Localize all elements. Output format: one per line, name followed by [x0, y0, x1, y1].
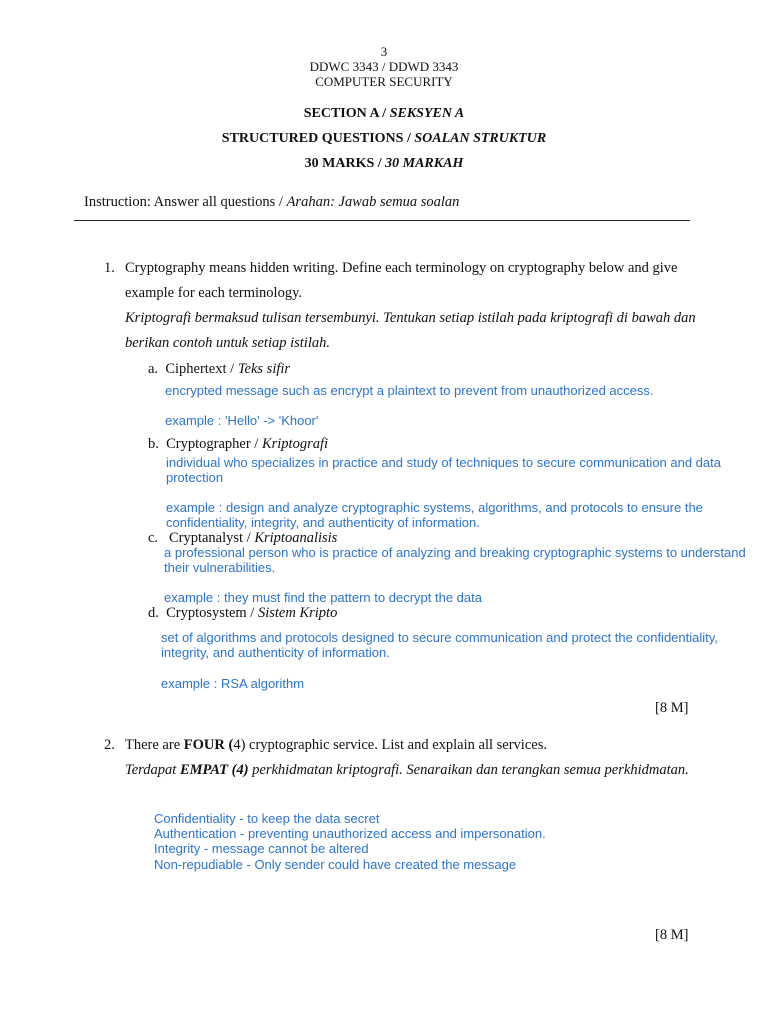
q2-answer-4: Non-repudiable - Only sender could have created the message — [154, 857, 517, 872]
q2-text-bold: FOUR ( — [183, 737, 234, 753]
question-type — [0, 131, 768, 147]
q1b-letter: b. — [148, 436, 159, 452]
q2-my-after: perkhidmatan kriptografi. Senaraikan dan terangkan semua perkhidmatan. — [248, 762, 689, 778]
q2-answer-1: Confidentiality - to keep the data secret — [154, 811, 380, 826]
q1a-term — [148, 361, 290, 378]
question-type-en: STRUCTURED QUESTIONS / — [221, 131, 415, 146]
q1-line1: Cryptography means hidden writing. Define each terminology on cryptography below and give — [125, 260, 678, 276]
divider — [74, 220, 690, 221]
q1a-letter: a. — [148, 361, 159, 377]
q1b-term-my: Kriptografi — [261, 436, 329, 452]
q1c-answer: a professional person who is practice of analyzing and breaking cryptographic systems to understand their vulnerabilities. — [164, 545, 746, 575]
q1-line2: example for each terminology. — [125, 285, 303, 301]
page-number: 3 — [380, 44, 388, 59]
q1c-letter: c. — [148, 530, 159, 546]
q1c-term-my: Kriptoanalisis — [254, 530, 338, 546]
q2-answer-3: Integrity - message cannot be altered — [154, 841, 369, 856]
q1a-term-en: Ciphertext / — [165, 361, 238, 377]
q2-number: 2. — [104, 737, 115, 753]
q1b-answer: individual who specializes in practice and study of techniques to secure communication and data protection — [166, 455, 721, 485]
q1d-answer: set of algorithms and protocols designed to secure communication and protect the confidentiality, integrity, and authenticity of information. — [161, 630, 718, 660]
q1b-example: example : design and analyze cryptographic systems, algorithms, and protocols to ensure the confidentiality, integrity, and authenticity of information. — [166, 500, 703, 530]
q1-my-line2: berikan contoh untuk setiap istilah. — [125, 335, 330, 351]
q1c-term-en: Cryptanalyst / — [168, 530, 255, 546]
q2-my-text — [125, 762, 689, 779]
q1d-term-en: Cryptosystem / — [166, 605, 258, 621]
section-marks-en: 30 MARKS / — [304, 156, 386, 171]
q2-my-before: Terdapat — [125, 762, 180, 778]
q1a-answer: encrypted message such as encrypt a plaintext to prevent from unauthorized access. — [165, 383, 654, 398]
course-name: COMPUTER SECURITY — [315, 74, 453, 89]
instruction-en: Instruction: Answer all questions / — [84, 194, 287, 210]
q1-my-line1: Kriptografi bermaksud tulisan tersembunyi. Tentukan setiap istilah pada kriptografi di bawah dan — [125, 310, 696, 326]
section-marks-my: 30 MARKAH — [385, 156, 464, 171]
section-title-en: SECTION A / — [303, 106, 390, 121]
q1d-term — [148, 605, 337, 622]
q2-marks: [8 M] — [655, 927, 689, 943]
q1-marks: [8 M] — [655, 700, 689, 716]
question-type-my: SOALAN STRUKTUR — [414, 131, 547, 146]
section-marks — [0, 156, 768, 172]
q1c-example: example : they must find the pattern to decrypt the data — [164, 590, 482, 605]
q1d-letter: d. — [148, 605, 159, 621]
q1a-example: example : 'Hello' -> 'Khoor' — [165, 413, 319, 428]
q2-text — [125, 737, 547, 754]
instruction — [84, 194, 459, 211]
section-title-my: SEKSYEN A — [389, 106, 465, 121]
q2-text-after: ) cryptographic service. List and explain all services. — [240, 737, 547, 753]
q2-answer-2: Authentication - preventing unauthorized access and impersonation. — [154, 826, 546, 841]
q1a-term-my: Teks sifir — [237, 361, 291, 377]
q2-text-num: 4 — [233, 737, 241, 753]
q1b-term — [148, 436, 328, 453]
course-code: DDWC 3343 / DDWD 3343 — [309, 59, 459, 74]
q1d-term-my: Sistem Kripto — [257, 605, 338, 621]
section-title — [0, 106, 768, 122]
q1b-term-en: Cryptographer / — [166, 436, 262, 452]
instruction-my: Arahan: Jawab semua soalan — [286, 194, 460, 210]
q2-my-bold: EMPAT (4) — [179, 762, 249, 778]
q2-text-before: There are — [125, 737, 184, 753]
q1-number: 1. — [104, 260, 115, 276]
q1d-example: example : RSA algorithm — [161, 676, 305, 691]
